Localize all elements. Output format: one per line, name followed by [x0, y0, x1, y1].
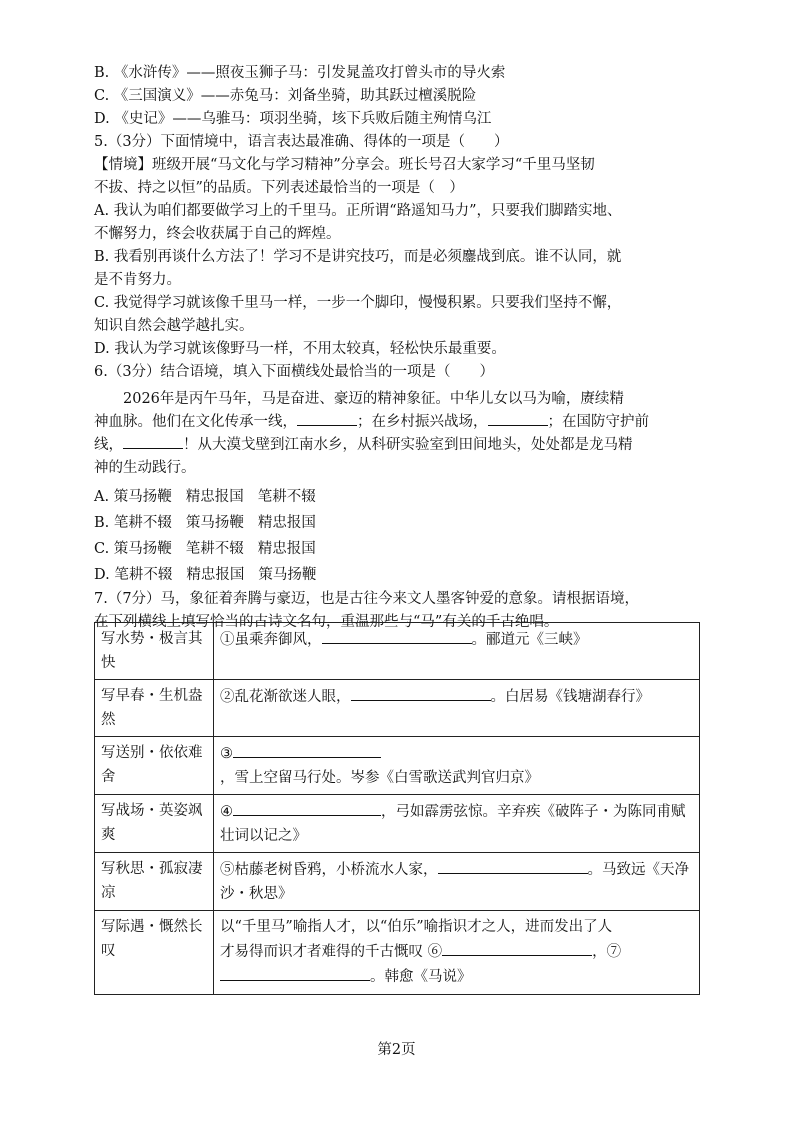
table-row — [95, 737, 700, 795]
poem-text: ③ — [220, 746, 233, 762]
option-word: 精忠报国 — [257, 515, 316, 531]
q6-passage-text-e: ！从大漠戈壁到江南水乡，从科研实验室到田间地头，处处都是龙马精 — [183, 437, 633, 453]
table-row — [95, 795, 700, 853]
q6-option-c — [94, 536, 704, 562]
q4-option-d: D. 《史记》——乌骓马：项羽坐骑，垓下兵败后随主殉情乌江 — [94, 111, 492, 127]
answer-blank-6[interactable] — [442, 939, 592, 956]
option-word: 精忠报国 — [257, 541, 316, 557]
q5-stem: 5.（3分）下面情境中，语言表达最准确、得体的一项是（ ） — [94, 134, 509, 150]
q5-context-line2: 不拔、持之以恒”的品质。下列表述最恰当的一项是（ ） — [94, 180, 464, 196]
question-content — [94, 62, 704, 634]
answer-blank-3[interactable] — [233, 741, 381, 758]
row-theme: 写际遇・慨然长叹 — [95, 911, 214, 995]
poem-fill-table — [94, 622, 700, 995]
row-theme: 写送别・依依难舍 — [95, 737, 214, 795]
row-content — [214, 623, 700, 680]
row-content — [214, 911, 700, 995]
q4-option-c: C. 《三国演义》——赤兔马：刘备坐骑，助其跃过檀溪脱险 — [94, 88, 477, 104]
q5-option-c-line1: C. 我觉得学习就该像千里马一样，一步一个脚印，慢慢积累。只要我们坚持不懈， — [94, 295, 622, 311]
row-content — [214, 680, 700, 737]
poem-text: ②乱花渐欲迷人眼， — [220, 689, 351, 705]
q6-passage-text-d: 线， — [94, 437, 123, 453]
row-theme: 写早春・生机盎然 — [95, 680, 214, 737]
poem-source: 。韩愈《马说》 — [370, 969, 472, 985]
q6-passage-text-a: 神血脉。他们在文化传承一线， — [94, 414, 297, 430]
q5-option-c-line2: 知识自然会越学越扎实。 — [94, 318, 254, 334]
option-word: 精忠报国 — [186, 567, 245, 583]
poem-text: ⑤枯藤老树昏鸦，小桥流水人家， — [220, 862, 438, 878]
row-content — [214, 737, 700, 795]
q6-passage-line4: 神的生动践行。 — [94, 460, 196, 476]
q5-option-a-line2: 不懈努力，终会收获属于自己的辉煌。 — [94, 226, 341, 242]
row-content — [214, 795, 700, 853]
poem-text-line3 — [220, 964, 693, 989]
q6-passage-line2 — [94, 411, 704, 434]
option-word: 精忠报国 — [185, 489, 244, 505]
poem-text: 以“千里马”喻指人才，以“伯乐”喻指识才之人，进而发出了人 — [220, 919, 613, 935]
q5-context-line1: 【情境】班级开展“马文化与学习精神”分享会。班长号召大家学习“千里马坚韧 — [94, 157, 595, 173]
q6-passage-text-b: ；在乡村振兴战场， — [357, 414, 488, 430]
answer-blank-4[interactable] — [233, 799, 381, 816]
q6-blank-2[interactable] — [488, 411, 548, 426]
q5-option-d: D. 我认为学习就该像野马一样，不用太较真，轻松快乐最重要。 — [94, 341, 506, 357]
q4-option-b: B. 《水浒传》——照夜玉狮子马：引发晁盖攻打曾头市的导火索 — [94, 65, 506, 81]
option-word: 策马扬鞭 — [113, 489, 172, 505]
q6-passage-line1: 2026年是丙午马年，马是奋进、豪迈的精神象征。中华儿女以马为喻，赓续精 — [123, 391, 624, 407]
q6-blank-1[interactable] — [297, 411, 357, 426]
poem-text-line2 — [220, 939, 693, 964]
q5-option-b-line2: 是不肯努力。 — [94, 272, 181, 288]
option-word: 笔耕不辍 — [257, 489, 316, 505]
row-theme: 写水势・极言其快 — [95, 623, 214, 680]
row-theme: 写秋思・孤寂凄凉 — [95, 853, 214, 911]
q6-option-a — [94, 484, 704, 510]
answer-blank-1[interactable] — [322, 627, 472, 644]
q5-option-b-line1: B. 我看别再谈什么方法了！学习不是讲究技巧，而是必须鏖战到底。谁不认同，就 — [94, 249, 622, 265]
option-word: 笔耕不辍 — [113, 515, 172, 531]
option-word: 策马扬鞭 — [258, 567, 317, 583]
poem-source: ，弓如霹雳弦惊。辛弃疾《破阵子・为陈同甫赋壮词以记之》 — [220, 804, 686, 844]
option-word: 笔耕不辍 — [185, 541, 244, 557]
poem-text: ，⑦ — [592, 944, 622, 960]
page-number: 第2页 — [377, 1042, 416, 1058]
option-letter: A. — [94, 489, 110, 505]
table-row — [95, 853, 700, 911]
q6-passage-text-c: ；在国防守护前 — [547, 414, 649, 430]
poem-source: ，雪上空留马行处。岑参《白雪歌送武判官归京》 — [220, 770, 539, 786]
table-row — [95, 623, 700, 680]
poem-source: 。郦道元《三峡》 — [471, 632, 588, 648]
q6-option-d — [94, 562, 704, 588]
answer-blank-5[interactable] — [438, 857, 588, 874]
answer-blank-2[interactable] — [351, 684, 491, 701]
poem-source: 。马致远《天净沙・秋思》 — [220, 862, 689, 902]
row-theme: 写战场・英姿飒爽 — [95, 795, 214, 853]
option-word: 笔耕不辍 — [114, 567, 173, 583]
q5-option-a-line1: A. 我认为咱们都要做学习上的千里马。正所谓“路遥知马力”，只要我们脚踏实地、 — [94, 203, 622, 219]
poem-text: ①虽乘奔御风， — [220, 632, 322, 648]
poem-text: 才易得而识才者难得的千古慨叹 ⑥ — [220, 944, 443, 960]
q6-stem: 6.（3分）结合语境，填入下面横线处最恰当的一项是（ ） — [94, 364, 495, 380]
poem-source: 。白居易《钱塘湖春行》 — [490, 689, 650, 705]
poem-text: ④ — [220, 804, 233, 820]
option-letter: C. — [94, 541, 110, 557]
option-word: 策马扬鞭 — [185, 515, 244, 531]
q7-stem-line2: 在下列横线上填写恰当的古诗文名句，重温那些与“马”有关的千古绝唱。 — [94, 614, 559, 630]
option-letter: B. — [94, 515, 110, 531]
q6-option-b — [94, 510, 704, 536]
row-content — [214, 853, 700, 911]
table-row — [95, 680, 700, 737]
q6-passage-line3 — [94, 434, 704, 457]
table-row — [95, 911, 700, 995]
option-letter: D. — [94, 567, 110, 583]
q6-blank-3[interactable] — [123, 434, 183, 449]
q7-stem-line1: 7.（7分）马，象征着奔腾与豪迈，也是古往今来文人墨客钟爱的意象。请根据语境， — [94, 591, 640, 607]
option-word: 策马扬鞭 — [113, 541, 172, 557]
answer-blank-7[interactable] — [220, 964, 370, 981]
